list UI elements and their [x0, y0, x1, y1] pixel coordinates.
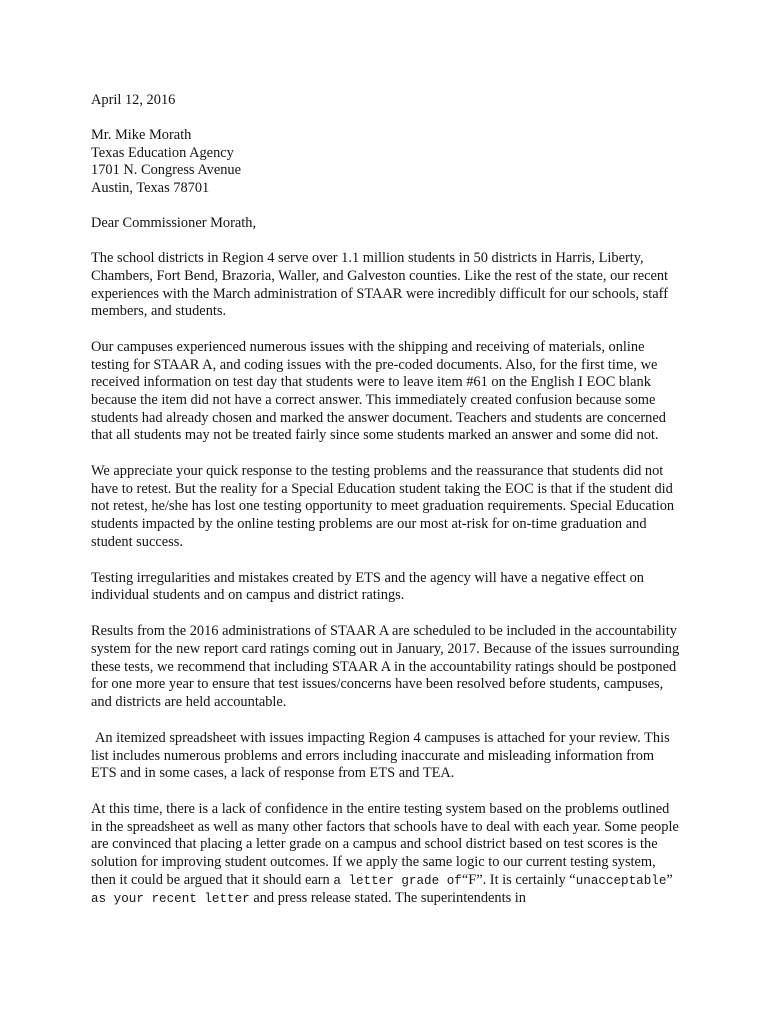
confidence-text-3: ” — [666, 871, 673, 888]
letter-body — [91, 92, 681, 927]
recipient-address — [91, 127, 681, 197]
letter-date: April 12, 2016 — [91, 92, 176, 108]
paragraph-confidence — [91, 801, 681, 909]
recipient-city: Austin, Texas 78701 — [91, 179, 210, 196]
confidence-mono-3: as your recent letter — [91, 892, 250, 907]
paragraph-irregularities: Testing irregularities and mistakes created by ETS and the agency will have a negative effect on individual students and on campus and district ratings. — [91, 569, 644, 604]
recipient-street: 1701 N. Congress Avenue — [91, 162, 242, 179]
paragraph-spreadsheet: An itemized spreadsheet with issues impacting Region 4 campuses is attached for your review. This list includes numerous problems and errors including inaccurate and misleading information from ETS and in some cases, a lack of response from ETS and TEA. — [91, 729, 670, 782]
paragraph-staar-a: Results from the 2016 administrations of STAAR A are scheduled to be included in the accountability system for the new report card ratings coming out in January, 2017. Because of the issues surrounding these tests, we recommend that including STAAR A in the accountability ratings should be postponed for one more year to ensure that test issues/concerns have been resolved before students, campuses, and districts are held accountable. — [91, 623, 680, 710]
recipient-organization: Texas Education Agency — [91, 144, 234, 161]
paragraph-retest: We appreciate your quick response to the testing problems and the reassurance that students did not have to retest. But the reality for a Special Education student taking the EOC is that if the student did not retest, he/she has lost one testing opportunity to meet graduation requirements. Special Education students impacted by the online testing problems are our most at-risk for on-time graduation and student success. — [91, 463, 675, 550]
confidence-text-4: and press release stated. The superintendents in — [249, 890, 526, 907]
confidence-text-1: At this time, there is a lack of confidence in the entire testing system based on the problems outlined in the spreadsheet as well as many other factors that schools have to deal with each year. Some people are convinced that placing a letter grade on a campus and school district based on test scores is the solution for improving student outcomes. If we apply the same logic to our current testing system, then it could be argued that it should earn — [91, 801, 679, 888]
confidence-mono-2: unacceptable — [575, 873, 667, 888]
recipient-name: Mr. Mike Morath — [91, 127, 192, 144]
paragraph-campus-issues: Our campuses experienced numerous issues with the shipping and receiving of materials, online testing for STAAR A, and coding issues with the pre-coded documents. Also, for the first time, we received information on test day that students were to leave item #61 on the English I EOC blank because the item did not have a correct answer. This immediately created confusion because some students had already chosen and marked the answer document. Teachers and students are concerned that all students may not be treated fairly since some students marked an answer and some did not. — [91, 339, 666, 444]
confidence-mono-1: a letter grade of — [333, 873, 462, 888]
confidence-text-2: “F”. It is certainly “ — [461, 871, 576, 888]
paragraph-region: The school districts in Region 4 serve over 1.1 million students in 50 districts in Harris, Liberty, Chambers, Fort Bend, Brazoria, Waller, and Galveston counties. Like the rest of the state, our recent experiences with the March administration of STAAR were incredibly difficult for our schools, staff members, and students. — [91, 250, 669, 320]
salutation: Dear Commissioner Morath, — [91, 215, 257, 232]
